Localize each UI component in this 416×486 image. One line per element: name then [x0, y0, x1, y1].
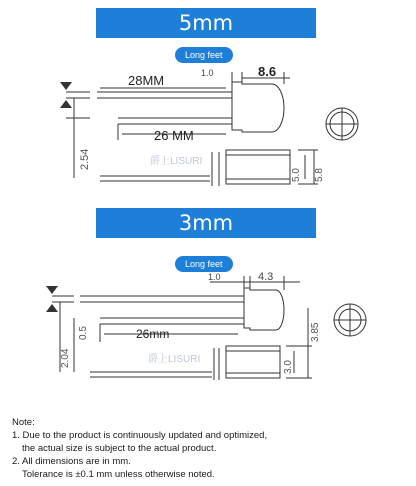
notes-block	[12, 416, 408, 481]
notes-heading: Note:	[12, 417, 35, 428]
dim-flange-dia: 5.8	[314, 168, 325, 182]
note-line-4: Tolerance is ±0.1 mm unless otherwise noted.	[22, 469, 215, 480]
note-line-3: 2. All dimensions are in mm.	[12, 456, 131, 467]
dim-body-dia: 5.0	[291, 168, 302, 182]
dim-pitch: 2.04	[60, 348, 71, 368]
dim-flange: 1.0	[201, 68, 214, 78]
title-3mm: 3mm	[178, 211, 234, 235]
drawing-5mm	[0, 60, 416, 200]
dim-body-len: 4.3	[258, 271, 274, 283]
dim-short-lead: 26 MM	[154, 128, 194, 143]
note-line-2: the actual size is subject to the actual product.	[22, 443, 217, 454]
dim-body-dia: 3.0	[283, 360, 294, 374]
title-5mm: 5mm	[178, 11, 234, 35]
dim-flange: 1.0	[208, 272, 221, 282]
dim-pitch-small: 0.5	[78, 326, 89, 340]
title-banner-5mm	[96, 8, 316, 38]
note-line-1: 1. Due to the product is continuously updated and optimized,	[12, 430, 268, 441]
led-body-side	[232, 82, 284, 132]
badge-label: Long feet	[185, 259, 223, 269]
dim-flange-dia: 3.85	[310, 322, 321, 342]
drawing-3mm	[0, 268, 416, 398]
title-banner-3mm	[96, 208, 316, 238]
led-body-side	[244, 288, 284, 330]
dim-pitch: 2.54	[79, 148, 91, 170]
badge-label: Long feet	[185, 50, 223, 60]
dim-body-len: 8.6	[258, 64, 277, 79]
watermark: 爵上LISURI	[148, 354, 201, 365]
watermark: 爵上LISURI	[150, 156, 203, 167]
dim-lead-total: 28MM	[128, 73, 165, 88]
dim-short-lead: 26mm	[136, 327, 170, 341]
